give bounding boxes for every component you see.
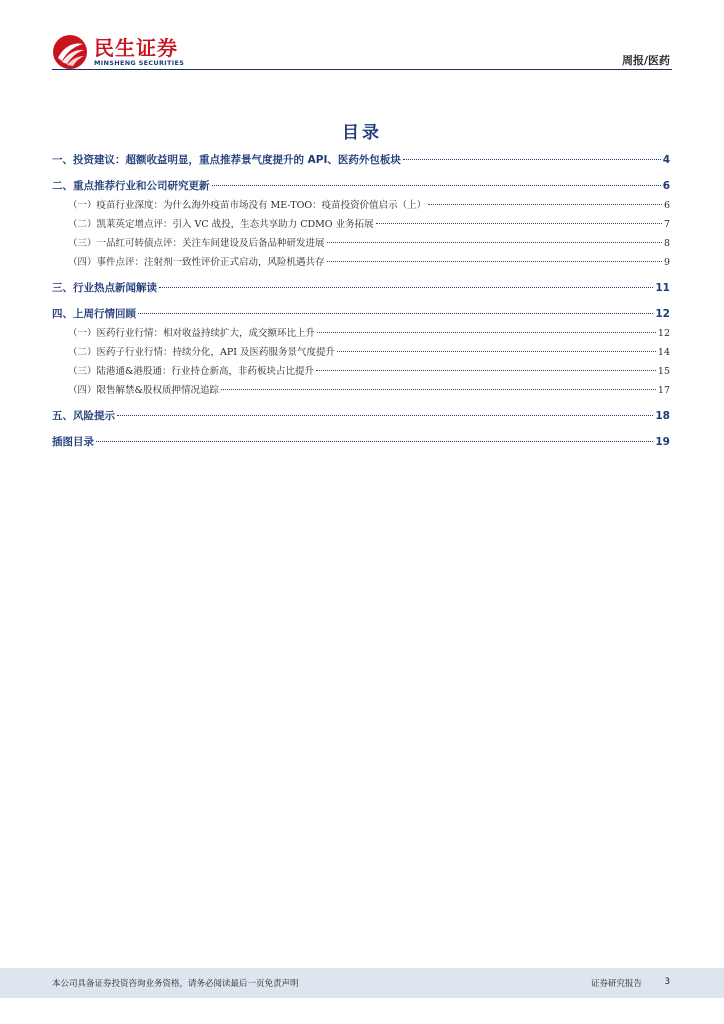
- toc-entry-section[interactable]: [52, 305, 670, 324]
- toc-entry-section[interactable]: [52, 433, 670, 452]
- toc-entry-subsection[interactable]: [52, 253, 670, 272]
- toc-entry-subsection[interactable]: [52, 343, 670, 362]
- header-divider: [52, 69, 672, 70]
- toc-page-number: 14: [657, 347, 670, 358]
- toc-entry-subsection[interactable]: [52, 215, 670, 234]
- toc-page-number: 12: [657, 328, 670, 339]
- toc-entry-title: （四）限售解禁&股权质押情况追踪: [68, 385, 219, 396]
- toc-dot-leader: [138, 313, 653, 314]
- toc-entry-title: （一）疫苗行业深度：为什么海外疫苗市场没有 ME-TOO：疫苗投资价值启示（上）: [68, 200, 427, 211]
- toc-entry-title: 五、风险提示: [52, 410, 115, 422]
- toc-page-number: 18: [655, 410, 670, 422]
- toc-title: 目录: [342, 123, 382, 143]
- toc-page-number: 6: [663, 200, 670, 211]
- toc-entry-title: （三）陆港通&港股通：行业持仓新高，非药板块占比提升: [68, 366, 314, 377]
- toc-entry-title: 二、重点推荐行业和公司研究更新: [52, 180, 210, 192]
- toc-dot-leader: [316, 370, 656, 371]
- toc-page-number: 8: [663, 238, 670, 249]
- toc-dot-leader: [327, 242, 662, 243]
- toc-page-number: 12: [655, 308, 670, 320]
- toc-dot-leader: [117, 415, 653, 416]
- page-footer: [0, 968, 724, 998]
- toc-dot-leader: [403, 159, 661, 160]
- toc-entry-subsection[interactable]: [52, 362, 670, 381]
- toc-page-number: 6: [662, 180, 670, 192]
- toc-page-number: 15: [657, 366, 670, 377]
- toc-entry-title: （一）医药行业行情：相对收益持续扩大，成交额环比上升: [68, 328, 316, 339]
- toc-dot-leader: [212, 185, 661, 186]
- toc-entry-title: （三）一品红可转债点评：关注车间建设及后备品种研发进展: [68, 238, 325, 249]
- toc-entry-subsection[interactable]: [52, 324, 670, 343]
- toc-dot-leader: [159, 287, 653, 288]
- toc-entry-title: 三、行业热点新闻解读: [52, 282, 157, 294]
- toc-entry-section[interactable]: [52, 279, 670, 298]
- toc-entry-title: （二）医药子行业行情：持续分化，API 及医药服务景气度提升: [68, 347, 336, 358]
- toc-dot-leader: [337, 351, 656, 352]
- toc-page-number: 4: [662, 154, 670, 166]
- toc-entry-section[interactable]: [52, 177, 670, 196]
- table-of-contents: [52, 151, 670, 452]
- toc-page-number: 17: [657, 385, 670, 396]
- footer-report-type: 证券研究报告: [590, 979, 642, 989]
- toc-page-number: 19: [655, 436, 670, 448]
- minsheng-logo-icon: [52, 34, 88, 70]
- logo-english-name: MINSHENG SECURITIES: [94, 58, 185, 67]
- toc-entry-section[interactable]: [52, 407, 670, 426]
- toc-page-number: 9: [663, 257, 670, 268]
- toc-dot-leader: [317, 332, 656, 333]
- toc-entry-section[interactable]: [52, 151, 670, 170]
- toc-entry-title: 四、上周行情回顾: [52, 308, 136, 320]
- toc-dot-leader: [327, 261, 662, 262]
- toc-entry-title: （二）凯莱英定增点评：引入 VC 战投，生态共享助力 CDMO 业务拓展: [68, 219, 374, 230]
- toc-page-number: 7: [663, 219, 670, 230]
- toc-dot-leader: [376, 223, 662, 224]
- toc-entry-subsection[interactable]: [52, 196, 670, 215]
- toc-entry-subsection[interactable]: [52, 381, 670, 400]
- footer-page-number: 3: [664, 977, 670, 987]
- company-logo: [52, 34, 184, 70]
- toc-dot-leader: [221, 389, 656, 390]
- toc-page-number: 11: [655, 282, 670, 294]
- toc-entry-title: （四）事件点评：注射剂一致性评价正式启动，风险机遇共存: [68, 257, 325, 268]
- toc-dot-leader: [428, 204, 662, 205]
- toc-dot-leader: [96, 441, 653, 442]
- footer-disclaimer: 本公司具备证券投资咨询业务资格，请务必阅读最后一页免责声明: [52, 979, 299, 989]
- logo-chinese-name: 民生证券: [94, 35, 178, 60]
- report-category: 周报/医药: [621, 54, 670, 67]
- page-header: [0, 0, 724, 72]
- toc-entry-title: 插图目录: [52, 436, 94, 448]
- toc-entry-title: 一、投资建议：超额收益明显，重点推荐景气度提升的 API、医药外包板块: [52, 154, 401, 166]
- toc-entry-subsection[interactable]: [52, 234, 670, 253]
